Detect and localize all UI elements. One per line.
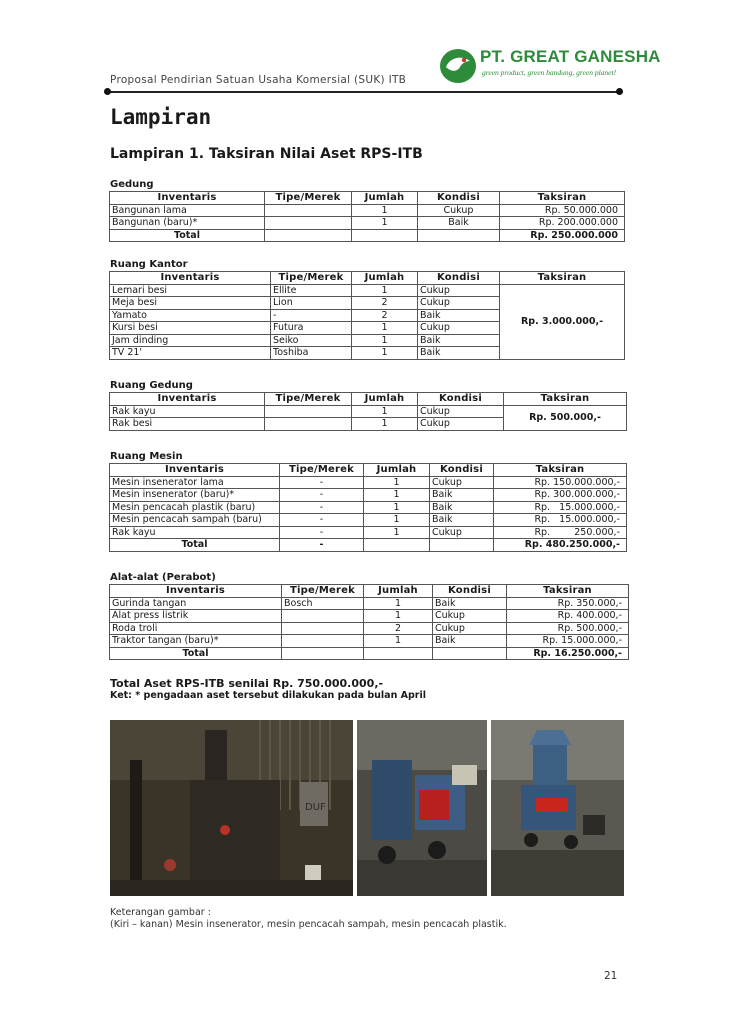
col-header: Inventaris (110, 192, 265, 205)
photo-caption-label: Keterangan gambar : (110, 907, 211, 918)
col-header: Taksiran (494, 464, 627, 477)
company-logo-tagline: green product, green bandung, green planet! (482, 68, 617, 77)
cell: Cukup (430, 526, 494, 539)
cell: 1 (352, 405, 418, 418)
cell (433, 647, 507, 660)
cell: Baik (430, 501, 494, 514)
company-logo-name: PT. GREAT GANESHA (480, 47, 661, 66)
gedung-heading: Gedung (110, 179, 154, 190)
cell: Rak kayu (110, 405, 265, 418)
photo-sign-text: DUF (305, 802, 326, 813)
mesin-heading: Ruang Mesin (110, 451, 183, 462)
table-row (110, 405, 627, 418)
table-header-row (110, 585, 629, 598)
cell: 1 (352, 322, 418, 335)
cell: Toshiba (271, 347, 352, 360)
cell: Rp. 500.000,- (507, 622, 629, 635)
running-header: Proposal Pendirian Satuan Usaha Komersial (SUK) ITB (110, 74, 407, 86)
total-row (110, 647, 629, 660)
cell: Bosch (282, 597, 364, 610)
col-header: Tipe/Merek (265, 192, 352, 205)
col-header: Tipe/Merek (282, 585, 364, 598)
cell: Cukup (418, 405, 504, 418)
cell: Baik (418, 309, 500, 322)
cell: 1 (352, 284, 418, 297)
col-header: Inventaris (110, 464, 280, 477)
table-row (110, 622, 629, 635)
table-row (110, 635, 629, 648)
cell: Bangunan lama (110, 204, 265, 217)
cell: Rp. 400.000,- (507, 610, 629, 623)
cell: Cukup (418, 204, 500, 217)
table-row (110, 204, 625, 217)
cell (265, 204, 352, 217)
cell (282, 622, 364, 635)
cell: - (280, 514, 364, 527)
header-rule-dot-right (616, 88, 623, 95)
table-row (110, 526, 627, 539)
photo-incinerator (110, 720, 353, 896)
cell (282, 635, 364, 648)
cell: - (280, 501, 364, 514)
cell: - (280, 526, 364, 539)
ruang-gedung-heading: Ruang Gedung (110, 380, 193, 391)
cell: Rp. 350.000,- (507, 597, 629, 610)
cell: Baik (430, 489, 494, 502)
col-header: Jumlah (352, 272, 418, 285)
cell: Futura (271, 322, 352, 335)
cell (364, 539, 430, 552)
cell: - (280, 489, 364, 502)
cell: Cukup (418, 297, 500, 310)
table-row (110, 514, 627, 527)
cell (265, 217, 352, 230)
photo-waste-shredder (357, 720, 487, 896)
photo-caption: (Kiri – kanan) Mesin insenerator, mesin pencacah sampah, mesin pencacah plastik. (110, 919, 507, 930)
alat-table (109, 584, 629, 660)
table-header-row (110, 464, 627, 477)
table-header-row (110, 192, 625, 205)
cell: Roda troli (110, 622, 282, 635)
cell (282, 610, 364, 623)
col-header: Kondisi (418, 272, 500, 285)
col-header: Kondisi (418, 393, 504, 406)
cell: 1 (352, 334, 418, 347)
cell: Rp. 250.000,- (494, 526, 627, 539)
cell: Rp. 200.000.000 (500, 217, 625, 230)
cell: Cukup (433, 622, 507, 635)
cell: 1 (364, 501, 430, 514)
cell (418, 229, 500, 242)
ruang-gedung-table (109, 392, 627, 431)
cell: Baik (418, 347, 500, 360)
ruang-gedung-taksiran: Rp. 500.000,- (504, 405, 627, 430)
page-title: Lampiran (110, 105, 212, 129)
total-value: Rp. 480.250.000,- (494, 539, 627, 552)
cell: Mesin insenerator (baru)* (110, 489, 280, 502)
table-row (110, 597, 629, 610)
cell: Bangunan (baru)* (110, 217, 265, 230)
table-row (110, 284, 625, 297)
cell: Rp. 15.000.000,- (494, 514, 627, 527)
cell (364, 647, 433, 660)
cell: Cukup (418, 322, 500, 335)
total-label: Total (110, 539, 280, 552)
col-header: Tipe/Merek (280, 464, 364, 477)
cell: 1 (352, 418, 418, 431)
cell (430, 539, 494, 552)
section-subtitle: Lampiran 1. Taksiran Nilai Aset RPS-ITB (110, 146, 423, 162)
col-header: Kondisi (418, 192, 500, 205)
table-header-row (110, 393, 627, 406)
cell: Kursi besi (110, 322, 271, 335)
cell: 1 (364, 526, 430, 539)
table-row (110, 610, 629, 623)
cell (265, 229, 352, 242)
page-number: 21 (604, 970, 618, 982)
cell: - (280, 476, 364, 489)
cell: Baik (433, 597, 507, 610)
cell: Traktor tangan (baru)* (110, 635, 282, 648)
table-header-row (110, 272, 625, 285)
photo-plastic-shredder (491, 720, 624, 896)
cell: Baik (430, 514, 494, 527)
cell: - (280, 539, 364, 552)
total-label: Total (110, 647, 282, 660)
col-header: Kondisi (433, 585, 507, 598)
cell: 1 (364, 610, 433, 623)
cell: Cukup (418, 284, 500, 297)
col-header: Inventaris (110, 585, 282, 598)
alat-heading: Alat-alat (Perabot) (110, 572, 216, 583)
gedung-table (109, 191, 625, 242)
col-header: Jumlah (352, 192, 418, 205)
cell: Baik (418, 217, 500, 230)
col-header: Jumlah (364, 464, 430, 477)
cell: Alat press listrik (110, 610, 282, 623)
cell: Rp. 50.000.000 (500, 204, 625, 217)
cell (265, 418, 352, 431)
cell: Cukup (433, 610, 507, 623)
table-row (110, 489, 627, 502)
col-header: Taksiran (500, 192, 625, 205)
cell: Baik (418, 334, 500, 347)
footnote: Ket: * pengadaan aset tersebut dilakukan pada bulan April (110, 690, 426, 701)
cell (352, 229, 418, 242)
cell: Gurinda tangan (110, 597, 282, 610)
cell: - (271, 309, 352, 322)
cell: 1 (364, 635, 433, 648)
cell: TV 21' (110, 347, 271, 360)
col-header: Taksiran (504, 393, 627, 406)
cell: Lion (271, 297, 352, 310)
total-row (110, 229, 625, 242)
cell: Rak kayu (110, 526, 280, 539)
cell: Rp. 300.000.000,- (494, 489, 627, 502)
col-header: Inventaris (110, 393, 265, 406)
cell: 1 (364, 489, 430, 502)
cell: 1 (364, 476, 430, 489)
cell: 1 (364, 514, 430, 527)
kantor-table (109, 271, 625, 360)
cell: 1 (352, 347, 418, 360)
kantor-taksiran: Rp. 3.000.000,- (500, 284, 625, 359)
cell: Mesin pencacah plastik (baru) (110, 501, 280, 514)
col-header: Inventaris (110, 272, 271, 285)
cell: 1 (364, 597, 433, 610)
cell: Seiko (271, 334, 352, 347)
col-header: Tipe/Merek (271, 272, 352, 285)
cell: Rp. 15.000.000,- (507, 635, 629, 648)
cell: Lemari besi (110, 284, 271, 297)
header-rule-dot-left (104, 88, 111, 95)
cell: Jam dinding (110, 334, 271, 347)
col-header: Taksiran (500, 272, 625, 285)
total-value: Rp. 16.250.000,- (507, 647, 629, 660)
cell: Cukup (430, 476, 494, 489)
cell: Ellite (271, 284, 352, 297)
col-header: Tipe/Merek (265, 393, 352, 406)
cell: Rp. 150.000.000,- (494, 476, 627, 489)
cell: Rak besi (110, 418, 265, 431)
cell: Baik (433, 635, 507, 648)
company-logo-icon (438, 47, 478, 85)
cell: 2 (352, 297, 418, 310)
total-value: Rp. 250.000.000 (500, 229, 625, 242)
cell: 2 (352, 309, 418, 322)
cell: Mesin pencacah sampah (baru) (110, 514, 280, 527)
cell: Meja besi (110, 297, 271, 310)
header-rule (108, 91, 620, 93)
total-label: Total (110, 229, 265, 242)
cell: Mesin insenerator lama (110, 476, 280, 489)
col-header: Taksiran (507, 585, 629, 598)
table-row (110, 476, 627, 489)
cell (265, 405, 352, 418)
total-row (110, 539, 627, 552)
cell: 1 (352, 204, 418, 217)
cell: Yamato (110, 309, 271, 322)
cell: 1 (352, 217, 418, 230)
cell: Cukup (418, 418, 504, 431)
cell: Rp. 15.000.000,- (494, 501, 627, 514)
table-row (110, 501, 627, 514)
total-asset-statement: Total Aset RPS-ITB senilai Rp. 750.000.000,- (110, 677, 384, 690)
col-header: Jumlah (352, 393, 418, 406)
col-header: Jumlah (364, 585, 433, 598)
col-header: Kondisi (430, 464, 494, 477)
cell: 2 (364, 622, 433, 635)
kantor-heading: Ruang Kantor (110, 259, 188, 270)
mesin-table (109, 463, 627, 552)
cell (282, 647, 364, 660)
table-row (110, 217, 625, 230)
